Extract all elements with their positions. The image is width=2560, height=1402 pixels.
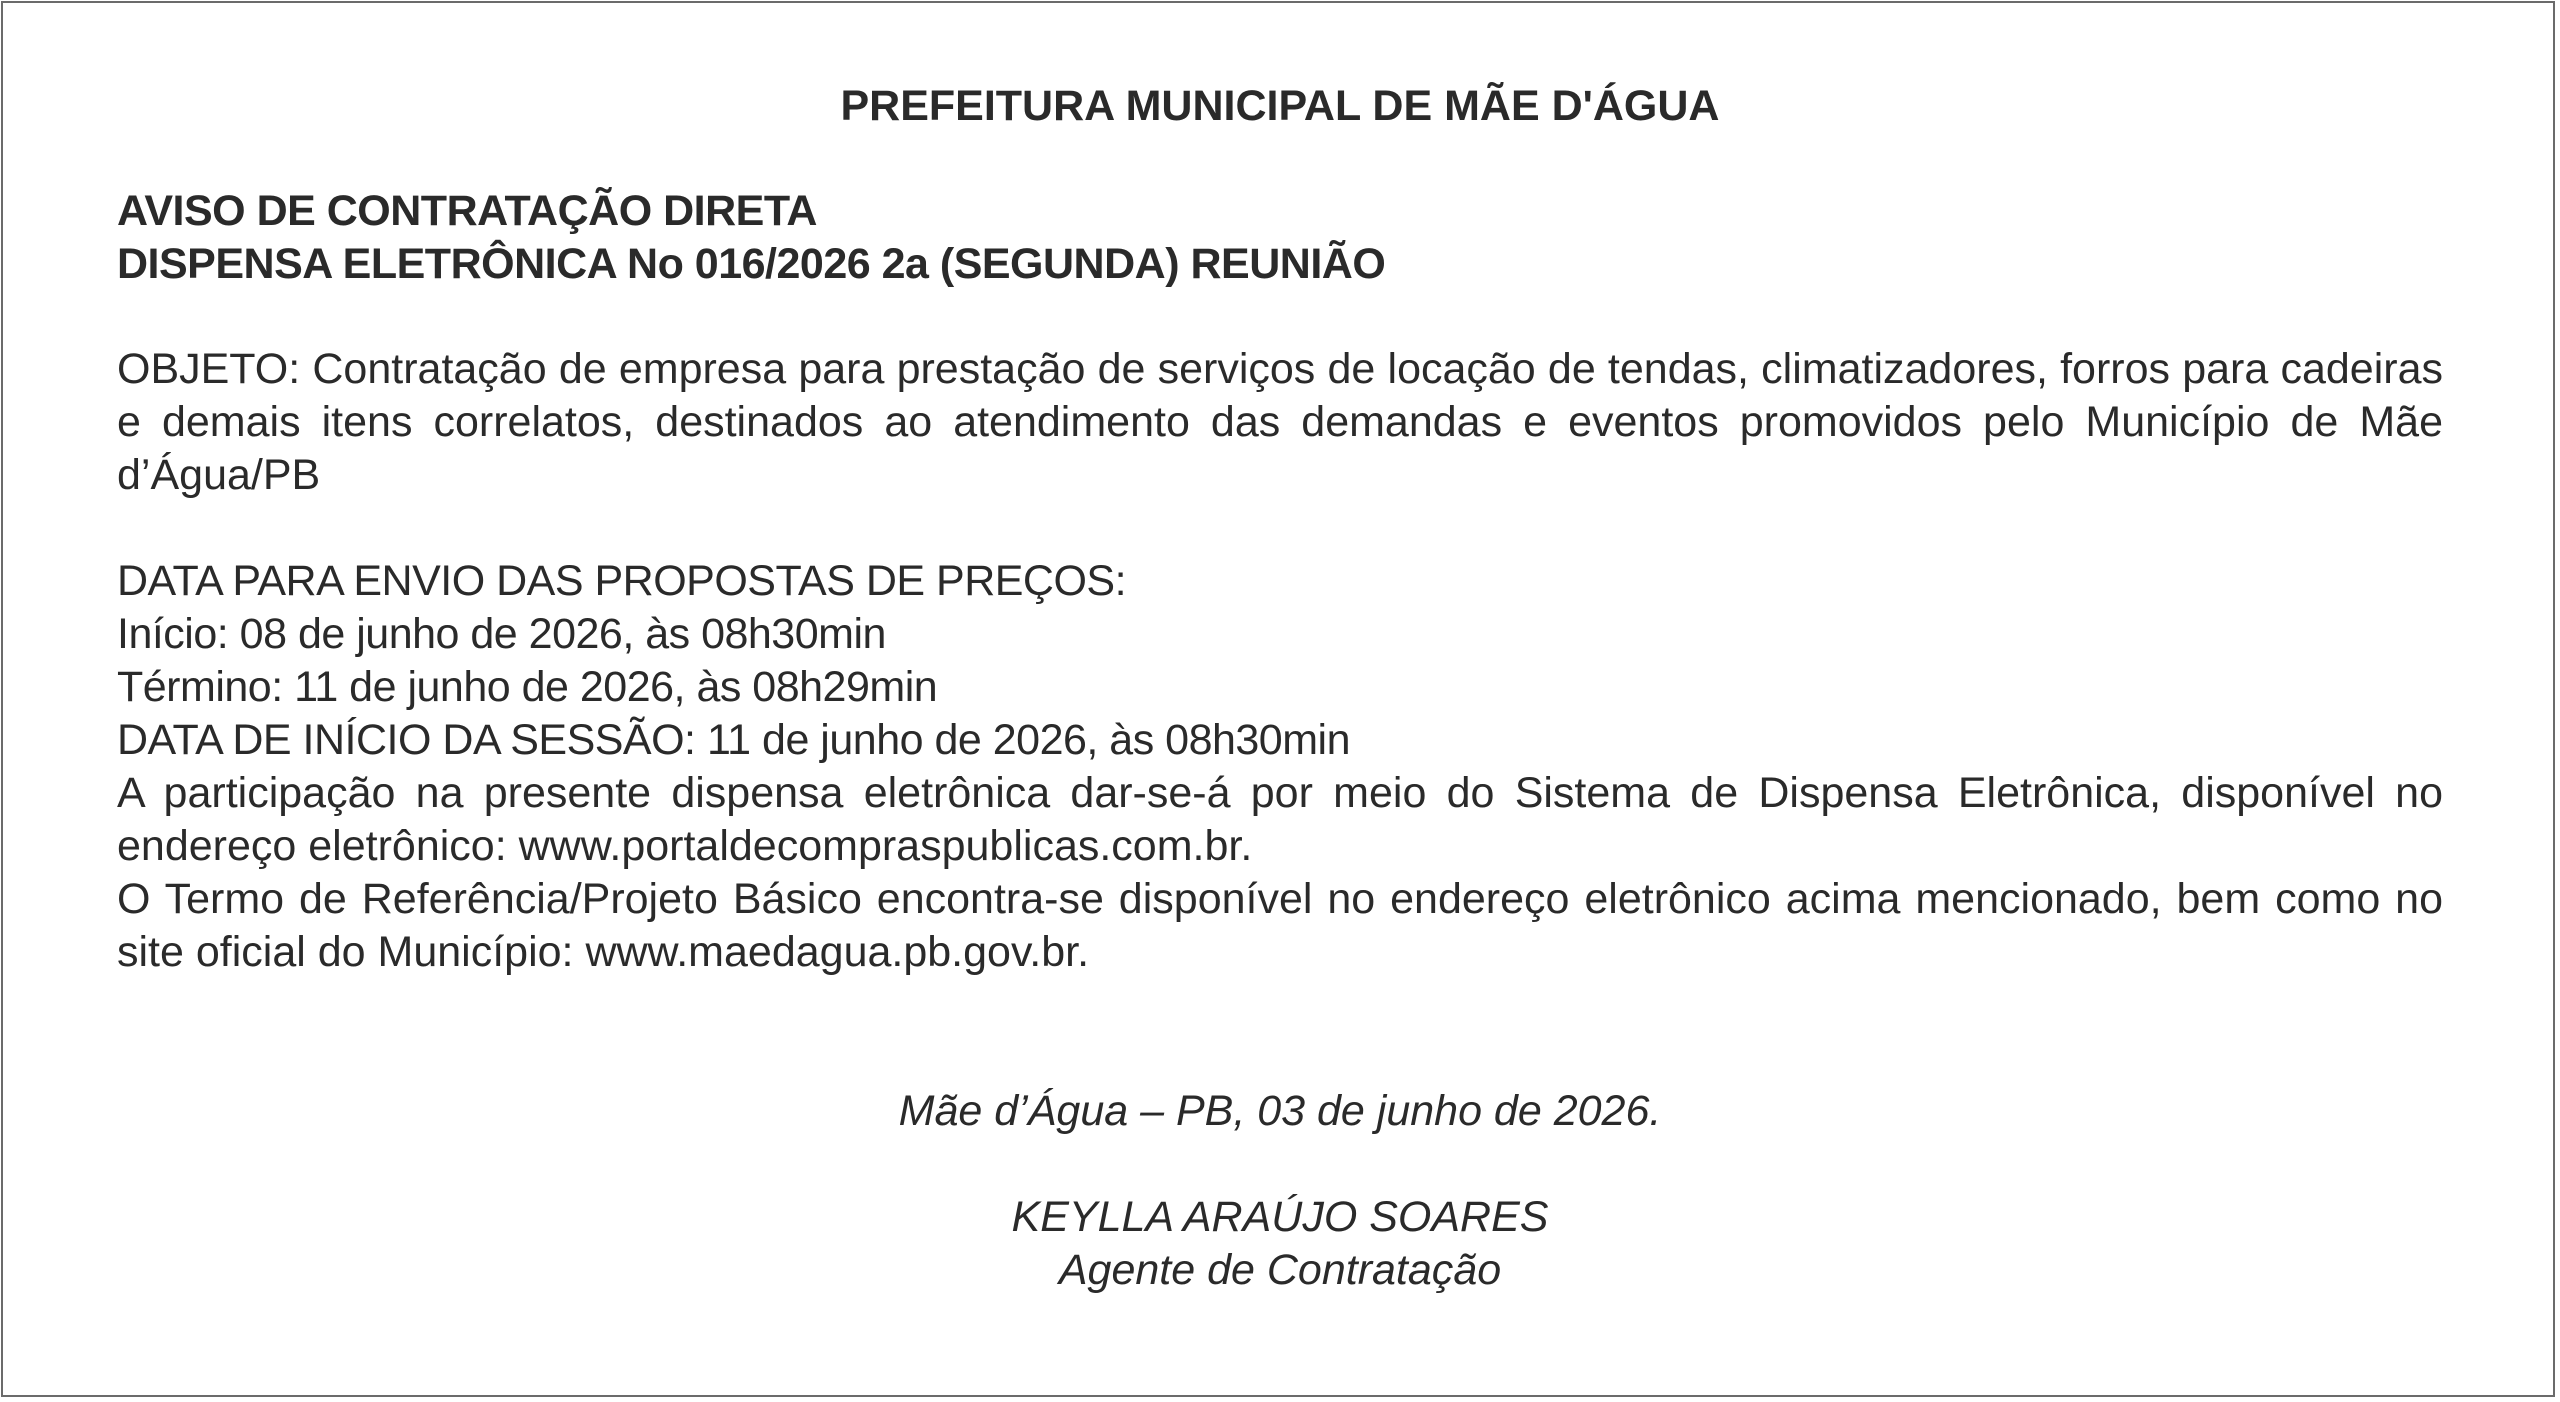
end-date: Término: 11 de junho de 2026, às 08h29min bbox=[117, 663, 938, 711]
participation-paragraph: A participação na presente dispensa eletrônica dar-se-á por meio do Sistema de Dispensa Eletrônica, disponível no endereço eletrônico: www.portaldecompraspublicas.com.br. bbox=[117, 769, 2443, 870]
place-date: Mãe d’Água – PB, 03 de junho de 2026. bbox=[898, 1087, 1662, 1135]
notice-title-line-2: DISPENSA ELETRÔNICA No 016/2026 2a (SEGUNDA) REUNIÃO bbox=[117, 240, 1386, 288]
page-title: PREFEITURA MUNICIPAL DE MÃE D'ÁGUA bbox=[840, 82, 1720, 130]
objeto-paragraph: OBJETO: Contratação de empresa para prestação de serviços de locação de tendas, climatizadores, forros para cadeiras e demais itens correlatos, destinados ao atendimento das demandas e eventos promovidos pelo Município de Mãe d’Água/PB bbox=[117, 345, 2443, 499]
session-date: DATA DE INÍCIO DA SESSÃO: 11 de junho de 2026, às 08h30min bbox=[117, 716, 1351, 764]
notice-title-line-1: AVISO DE CONTRATAÇÃO DIRETA bbox=[117, 187, 817, 235]
start-date: Início: 08 de junho de 2026, às 08h30min bbox=[117, 610, 886, 658]
notice-title bbox=[117, 185, 2443, 291]
notice-body bbox=[117, 80, 2443, 979]
dates-heading: DATA PARA ENVIO DAS PROPOSTAS DE PREÇOS: bbox=[117, 557, 1127, 605]
signatory-name: KEYLLA ARAÚJO SOARES bbox=[1011, 1193, 1549, 1241]
dates-section bbox=[117, 555, 2443, 979]
signatory-role: Agente de Contratação bbox=[1058, 1246, 1502, 1294]
terms-paragraph: O Termo de Referência/Projeto Básico encontra-se disponível no endereço eletrônico acima mencionado, bem como no site oficial do Município: www.maedagua.pb.gov.br. bbox=[117, 875, 2443, 976]
